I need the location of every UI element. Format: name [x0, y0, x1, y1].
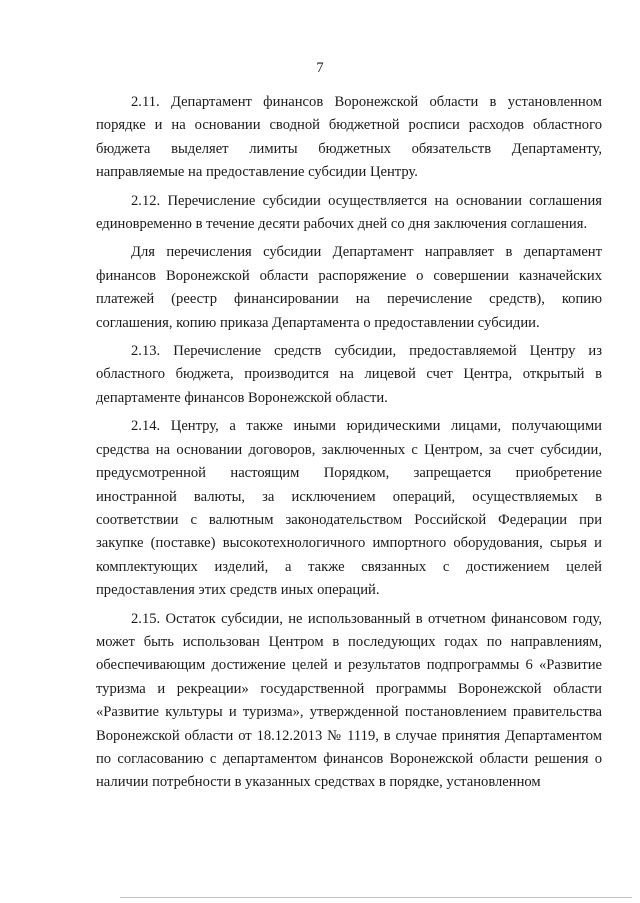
paragraph-2-11: 2.11. Департамент финансов Воронежской области в установленном порядке и на основании сводной бюджетной росписи расходов областного бюджета выделяет лимиты бюджетных обязательств Департаменту, направляемые на предоставление субсидии Центру. — [96, 94, 602, 181]
paragraph-2-15: 2.15. Остаток субсидии, не использованный в отчетном финансовом году, может быть использован Центром в последующих годах по направлениям, обеспечивающим достижение целей и результатов подпрограммы 6 «Развитие туризма и рекреации» государственной программы Воронежской области «Развитие культуры и туризма», утвержденной постановлением правительства Воронежской области от 18.12.2013 № 1119, в случае принятия Департаментом по согласованию с департаментом финансов Воронежской области решения о наличии потребности в указанных средствах в порядке, установленном — [96, 610, 602, 791]
paragraph-2-14: 2.14. Центру, а также иными юридическими лицами, получающими средства на основании договоров, заключенных с Центром, за счет субсидии, предусмотренной настоящим Порядком, запрещается приобретение иностранной валюты, за исключением операций, осуществляемых в соответствии с валютным законодательством Российской Федерации при закупке (поставке) высокотехнологичного импортного оборудования, сырья и комплектующих изделий, а также связанных с достижением целей предоставления этих средств иных операций. — [96, 418, 602, 599]
page-number: 7 — [316, 60, 324, 76]
paragraph-transfer-procedure: Для перечисления субсидии Департамент направляет в департамент финансов Воронежской области распоряжение о совершении казначейских платежей (реестр финансировании на перечисление средств), копию соглашения, копию приказа Департамента о предоставлении субсидии. — [96, 244, 602, 331]
paragraph-2-12: 2.12. Перечисление субсидии осуществляется на основании соглашения единовременно в течение десяти рабочих дней со дня заключения соглашения. — [96, 192, 602, 233]
scan-edge-line — [120, 897, 632, 901]
paragraph-2-13: 2.13. Перечисление средств субсидии, предоставляемой Центру из областного бюджета, производится на лицевой счет Центра, открытый в департаменте финансов Воронежской области. — [96, 343, 602, 406]
document-body — [96, 91, 602, 795]
